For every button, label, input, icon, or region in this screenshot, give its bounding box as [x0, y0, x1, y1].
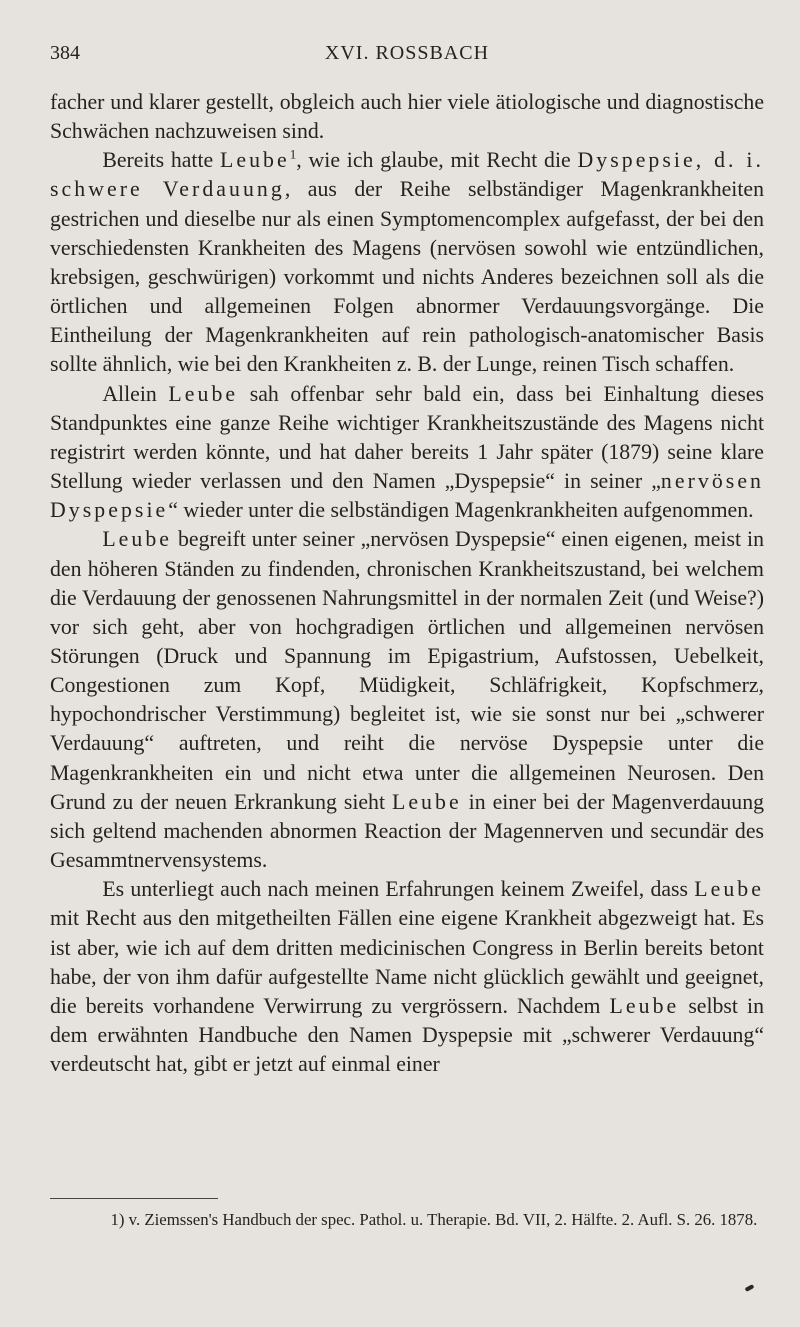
paragraph-2	[50, 146, 764, 379]
text-run: , aus der Reihe selbständiger Magenkrankheiten gestrichen und dieselbe nur als einen Symptomencomplex aufgefasst, der bei den verschiedensten Krankheiten des Magens (nervösen sowohl wie entzündlichen, krebsigen, geschwürigen) vorkommt und nichts Anderes bezeichnen soll als die örtlichen und allgemeinen Folgen abnormer Verdauungsvorgänge. Die Eintheilung der Magenkrankheiten auf rein pathologisch-anatomischer Basis sollte ähnlich, wie bei den Krankheiten z. B. der Lunge, reinen Tisch schaffen.	[50, 177, 764, 377]
text-run: begreift unter seiner „nervösen Dyspepsie“ einen eigenen, meist in den höheren Ständen zu findenden, chronischen Krankheitszustand, bei welchem die Verdauung der genossenen Nahrungsmittel in der normalen Zeit (und Weise?) vor sich geht, aber von hochgradigen örtlichen und allgemeinen nervösen Störungen (Druck und Spannung im Epigastrium, Aufstossen, Uebelkeit, Congestionen zum Kopf, Müdigkeit, Schläfrigkeit, Kopfschmerz, hypochondrischer Verstimmung) begleitet ist, wie sie sonst nur bei „schwerer Verdauung“ auftreten, und reiht die nervöse Dyspepsie unter die Magenkrankheiten ein und nicht etwa unter die allgemeinen Neurosen. Den Grund zu der neuen Erkrankung sieht	[50, 527, 764, 814]
paragraph-5	[50, 875, 764, 1079]
text-run: mit Recht aus den mitgetheilten Fällen eine eigene Krankheit abgezweigt hat. Es ist aber, wie ich auf dem dritten medicinischen Congress in Berlin bereits betont habe, der von ihm dafür aufgestellte Name nicht glücklich gewählt und geeignet, die bereits vorhandene Verwirrung zu vergrössern. Nachdem	[50, 906, 764, 1018]
paragraph-1-text: facher und klarer gestellt, obgleich auch hier viele ätiologische und diagnostische Schwächen nachzuweisen sind.	[50, 90, 764, 144]
ink-mark	[745, 1284, 755, 1292]
text-run: Es unterliegt auch nach meinen Erfahrungen keinem Zweifel, dass	[102, 877, 695, 902]
text-run: in einer bei der Magenverdauung sich geltend machenden abnormen Reaction der Magennerven und secundär des Gesammtnervensystems.	[50, 789, 765, 873]
author-name-leube: Leube	[694, 877, 764, 902]
text-run: sah offenbar sehr bald ein, dass bei Einhaltung dieses Standpunktes eine ganze Reihe wichtiger Krankheitszustände des Magens nicht registrirt werden könnte, und hat daher bereits 1 Jahr später (1879) seine klare Stellung wieder verlassen und den Namen „Dyspepsie“ in seiner „	[50, 381, 765, 494]
text-run: “ wieder unter die selbständigen Magenkrankheiten aufgenommen.	[168, 498, 754, 523]
footnote	[50, 1208, 764, 1231]
body-text	[50, 88, 764, 1079]
running-head: XVI. ROSSBACH	[324, 42, 490, 64]
author-name-leube: Leube	[391, 789, 462, 814]
paragraph-1	[50, 88, 764, 146]
text-run: , wie ich glaube, mit Recht die	[296, 148, 578, 173]
text-run: selbst in dem erwähnten Handbuche den Namen Dyspepsie mit „schwerer Verdauung“ verdeutscht hat, gibt er jetzt auf einmal einer	[50, 993, 764, 1077]
page-header	[50, 42, 764, 72]
emphasis-nervoese-dyspepsie: nervösen Dyspepsie	[50, 469, 764, 523]
author-name-leube: Leube	[168, 381, 239, 406]
text-run: Bereits hatte	[102, 148, 220, 173]
author-name-leube: Leube	[220, 148, 290, 173]
text-run: Allein	[102, 381, 169, 406]
footnote-reference: 1	[289, 147, 297, 163]
author-name-leube: Leube	[102, 527, 173, 552]
page-number: 384	[50, 42, 80, 64]
paragraph-4	[50, 525, 764, 875]
footnote-text: 1) v. Ziemssen's Handbuch der spec. Pathol. u. Therapie. Bd. VII, 2. Hälfte. 2. Aufl. S. 26. 1878.	[110, 1210, 758, 1229]
footnote-divider	[50, 1198, 218, 1199]
emphasis-dyspepsie: Dyspepsie, d. i. schwere Verdauung	[50, 148, 764, 202]
author-name-leube: Leube	[609, 993, 680, 1018]
paragraph-3	[50, 380, 764, 526]
